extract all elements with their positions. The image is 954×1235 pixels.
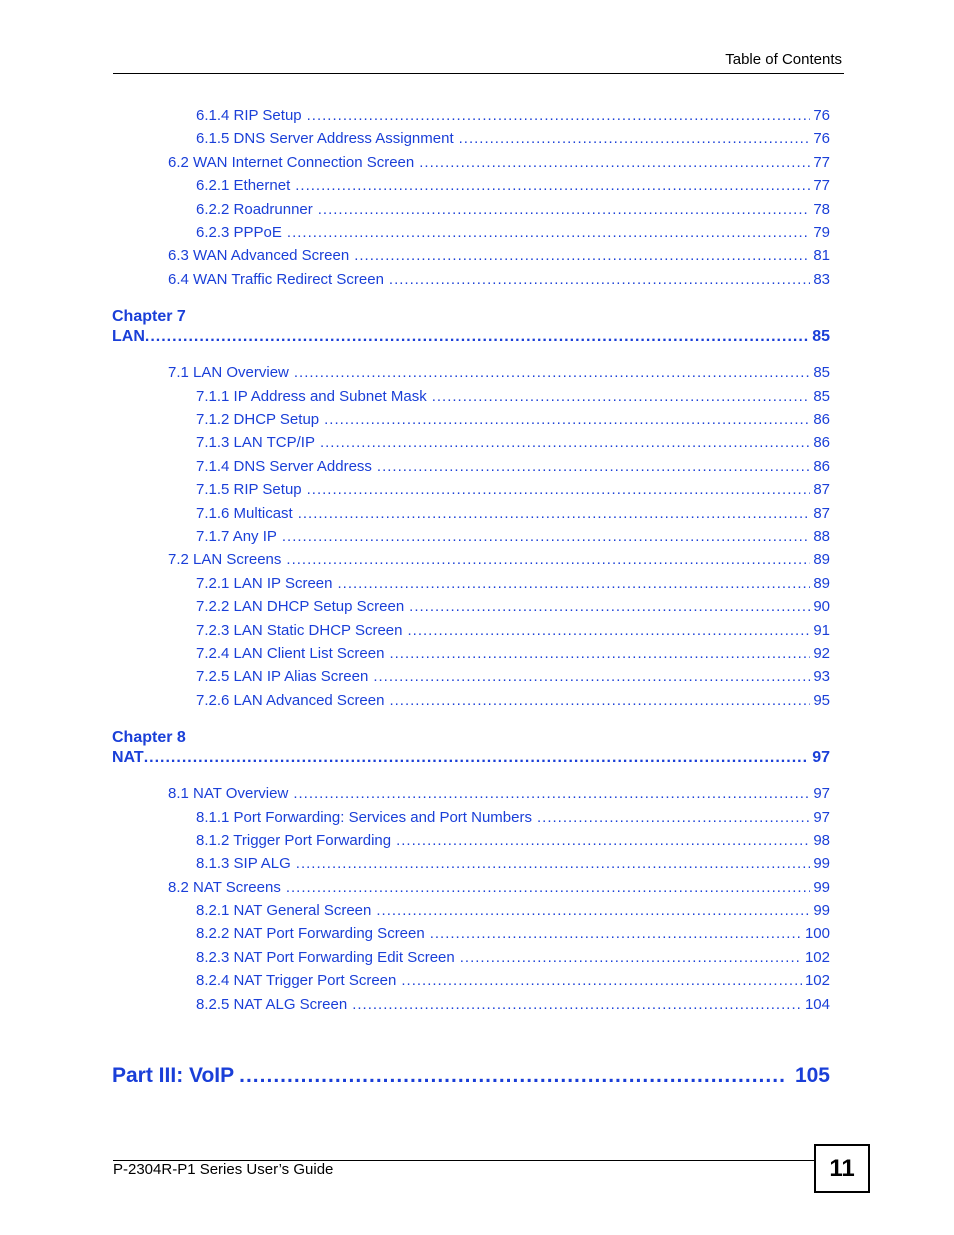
toc-entry-title: 7.1.1 IP Address and Subnet Mask xyxy=(196,388,427,405)
toc-entry-title: 8.2.2 NAT Port Forwarding Screen xyxy=(196,925,425,942)
toc-leader xyxy=(537,808,810,828)
footer-guide-title: P-2304R-P1 Series User’s Guide xyxy=(113,1161,334,1178)
toc-entry-page: 77 xyxy=(813,177,830,194)
toc-entry-title: 6.1.4 RIP Setup xyxy=(196,107,302,124)
toc-leader xyxy=(407,621,810,641)
toc-entry[interactable] xyxy=(196,176,830,196)
toc-entry[interactable] xyxy=(196,854,830,874)
toc-entry-page: 78 xyxy=(813,201,830,218)
toc-entry[interactable] xyxy=(196,106,830,126)
toc-entry-title: 7.2.5 LAN IP Alias Screen xyxy=(196,668,369,685)
toc-leader xyxy=(377,457,810,477)
toc-leader xyxy=(376,901,810,921)
toc-leader xyxy=(145,327,809,347)
toc-leader xyxy=(389,644,810,664)
toc-leader xyxy=(389,270,810,290)
toc-entry[interactable] xyxy=(196,597,830,617)
toc-entry[interactable] xyxy=(168,363,830,383)
toc-entry-page: 83 xyxy=(813,271,830,288)
chapter-label[interactable]: Chapter 8 xyxy=(112,729,186,746)
toc-leader xyxy=(460,948,802,968)
toc-entry-page: 81 xyxy=(813,247,830,264)
toc-entry-page: 86 xyxy=(813,434,830,451)
toc-entry-page: 99 xyxy=(813,879,830,896)
toc-entry-page: 92 xyxy=(813,645,830,662)
toc-entry-title: 7.1.6 Multicast xyxy=(196,505,293,522)
toc-leader xyxy=(354,246,810,266)
toc-leader xyxy=(307,106,811,126)
toc-leader xyxy=(432,387,811,407)
toc-entry-title: 6.4 WAN Traffic Redirect Screen xyxy=(168,271,384,288)
toc-entry[interactable] xyxy=(196,129,830,149)
toc-entry-title: 7.1.2 DHCP Setup xyxy=(196,411,320,428)
toc-entry[interactable] xyxy=(196,808,830,828)
chapter-entry[interactable] xyxy=(112,327,830,347)
toc-leader xyxy=(295,176,810,196)
toc-leader xyxy=(282,527,810,547)
toc-entry-page: 95 xyxy=(813,692,830,709)
toc-entry-title: 7.1 LAN Overview xyxy=(168,364,289,381)
toc-entry-page: 100 xyxy=(804,925,830,942)
toc-entry[interactable] xyxy=(196,924,830,944)
header-divider xyxy=(113,73,844,74)
toc-entry-title: 8.2.4 NAT Trigger Port Screen xyxy=(196,972,397,989)
toc-entry-page: 77 xyxy=(813,154,830,171)
toc-entry-title: 6.2 WAN Internet Connection Screen xyxy=(168,154,415,171)
toc-entry-title: 7.2.3 LAN Static DHCP Screen xyxy=(196,622,403,639)
toc-entry-page: 86 xyxy=(813,458,830,475)
toc-entry-page: 85 xyxy=(812,328,830,345)
toc-entry[interactable] xyxy=(168,246,830,266)
toc-entry-page: 98 xyxy=(813,832,830,849)
toc-entry-page: 85 xyxy=(813,364,830,381)
toc-entry[interactable] xyxy=(196,901,830,921)
toc-entry-title: 7.1.5 RIP Setup xyxy=(196,481,302,498)
toc-leader xyxy=(318,200,811,220)
toc-leader xyxy=(286,550,810,570)
toc-entry[interactable] xyxy=(168,270,830,290)
toc-leader xyxy=(401,971,802,991)
toc-entry-title: LAN xyxy=(112,328,145,345)
toc-entry-title: 8.1.2 Trigger Port Forwarding xyxy=(196,832,392,849)
toc-entry-page: 90 xyxy=(813,598,830,615)
toc-entry[interactable] xyxy=(196,644,830,664)
toc-entry-page: 87 xyxy=(813,481,830,498)
toc-leader xyxy=(352,995,802,1015)
toc-entry[interactable] xyxy=(168,878,830,898)
toc-leader xyxy=(409,597,810,617)
toc-entry-title: 8.1.1 Port Forwarding: Services and Port Numbers xyxy=(196,809,532,826)
toc-entry-page: 99 xyxy=(813,855,830,872)
toc-leader xyxy=(144,748,810,768)
toc-entry[interactable] xyxy=(196,410,830,430)
toc-leader xyxy=(239,1064,787,1088)
toc-entry[interactable] xyxy=(196,504,830,524)
toc-entry-title: 7.2 LAN Screens xyxy=(168,551,282,568)
toc-entry-title: 6.1.5 DNS Server Address Assignment xyxy=(196,130,454,147)
toc-entry-page: 104 xyxy=(804,996,830,1013)
toc-entry-title: 8.2.5 NAT ALG Screen xyxy=(196,996,348,1013)
toc-entry-page: 102 xyxy=(804,972,830,989)
toc-entry[interactable] xyxy=(196,691,830,711)
toc-entry-page: 87 xyxy=(813,505,830,522)
part-entry[interactable] xyxy=(112,1064,830,1094)
toc-entry[interactable] xyxy=(196,223,830,243)
toc-leader xyxy=(373,667,810,687)
toc-leader xyxy=(396,831,810,851)
toc-entry[interactable] xyxy=(196,971,830,991)
toc-entry[interactable] xyxy=(168,784,830,804)
toc-entry-title: 8.2 NAT Screens xyxy=(168,879,281,896)
toc-entry-title: 6.2.2 Roadrunner xyxy=(196,201,313,218)
toc-entry-title: 8.2.1 NAT General Screen xyxy=(196,902,372,919)
toc-entry-title: 7.1.3 LAN TCP/IP xyxy=(196,434,315,451)
toc-entry-page: 88 xyxy=(813,528,830,545)
toc-leader xyxy=(298,504,811,524)
toc-entry-page: 97 xyxy=(812,749,830,766)
part-title: Part III: VoIP xyxy=(112,1064,235,1087)
toc-entry-page: 76 xyxy=(813,130,830,147)
toc-entry[interactable] xyxy=(196,667,830,687)
toc-entry-page: 97 xyxy=(813,785,830,802)
toc-entry-page: 79 xyxy=(813,224,830,241)
toc-entry-page: 99 xyxy=(813,902,830,919)
toc-leader xyxy=(286,878,810,898)
running-header: Table of Contents xyxy=(725,51,842,68)
toc-leader xyxy=(287,223,810,243)
toc-entry-title: 7.2.2 LAN DHCP Setup Screen xyxy=(196,598,405,615)
toc-entry-title: NAT xyxy=(112,749,144,766)
toc-leader xyxy=(459,129,811,149)
toc-entry-title: 7.2.1 LAN IP Screen xyxy=(196,575,333,592)
toc-entry[interactable] xyxy=(196,433,830,453)
toc-leader xyxy=(430,924,802,944)
toc-entry[interactable] xyxy=(196,948,830,968)
toc-leader xyxy=(307,480,811,500)
toc-entry-title: 6.3 WAN Advanced Screen xyxy=(168,247,350,264)
toc-entry-page: 86 xyxy=(813,411,830,428)
toc-leader xyxy=(293,784,810,804)
toc-entry-page: 89 xyxy=(813,575,830,592)
toc-entry[interactable] xyxy=(196,480,830,500)
toc-entry[interactable] xyxy=(196,200,830,220)
toc-entry[interactable] xyxy=(168,550,830,570)
toc-entry[interactable] xyxy=(196,831,830,851)
toc-entry-page: 97 xyxy=(813,809,830,826)
toc-entry[interactable] xyxy=(196,387,830,407)
toc-entry-title: 8.2.3 NAT Port Forwarding Edit Screen xyxy=(196,949,455,966)
toc-entry-title: 6.2.1 Ethernet xyxy=(196,177,291,194)
toc-entry-title: 6.2.3 PPPoE xyxy=(196,224,282,241)
toc-entry-page: 91 xyxy=(813,622,830,639)
toc-leader xyxy=(296,854,811,874)
toc-entry-title: 8.1 NAT Overview xyxy=(168,785,289,802)
toc-entry-page: 93 xyxy=(813,668,830,685)
toc-entry-title: 7.2.6 LAN Advanced Screen xyxy=(196,692,385,709)
toc-leader xyxy=(419,153,810,173)
toc-entry-title: 7.1.7 Any IP xyxy=(196,528,277,545)
toc-leader xyxy=(294,363,810,383)
toc-entry[interactable] xyxy=(196,527,830,547)
toc-entry-title: 7.1.4 DNS Server Address xyxy=(196,458,372,475)
toc-entry-page: 89 xyxy=(813,551,830,568)
toc-entry[interactable] xyxy=(168,153,830,173)
toc-entry[interactable] xyxy=(196,995,830,1015)
toc-leader xyxy=(389,691,810,711)
part-page: 105 xyxy=(794,1064,830,1087)
toc-leader xyxy=(320,433,810,453)
chapter-entry[interactable] xyxy=(112,748,830,768)
toc-entry-page: 102 xyxy=(804,949,830,966)
chapter-label[interactable]: Chapter 7 xyxy=(112,308,186,325)
page-number: 11 xyxy=(814,1144,870,1193)
toc-entry-page: 76 xyxy=(813,107,830,124)
toc-leader xyxy=(324,410,810,430)
toc-entry[interactable] xyxy=(196,457,830,477)
toc-leader xyxy=(337,574,810,594)
toc-entry[interactable] xyxy=(196,574,830,594)
toc-entry-title: 7.2.4 LAN Client List Screen xyxy=(196,645,385,662)
toc-entry[interactable] xyxy=(196,621,830,641)
toc-entry-title: 8.1.3 SIP ALG xyxy=(196,855,291,872)
toc-entry-page: 85 xyxy=(813,388,830,405)
